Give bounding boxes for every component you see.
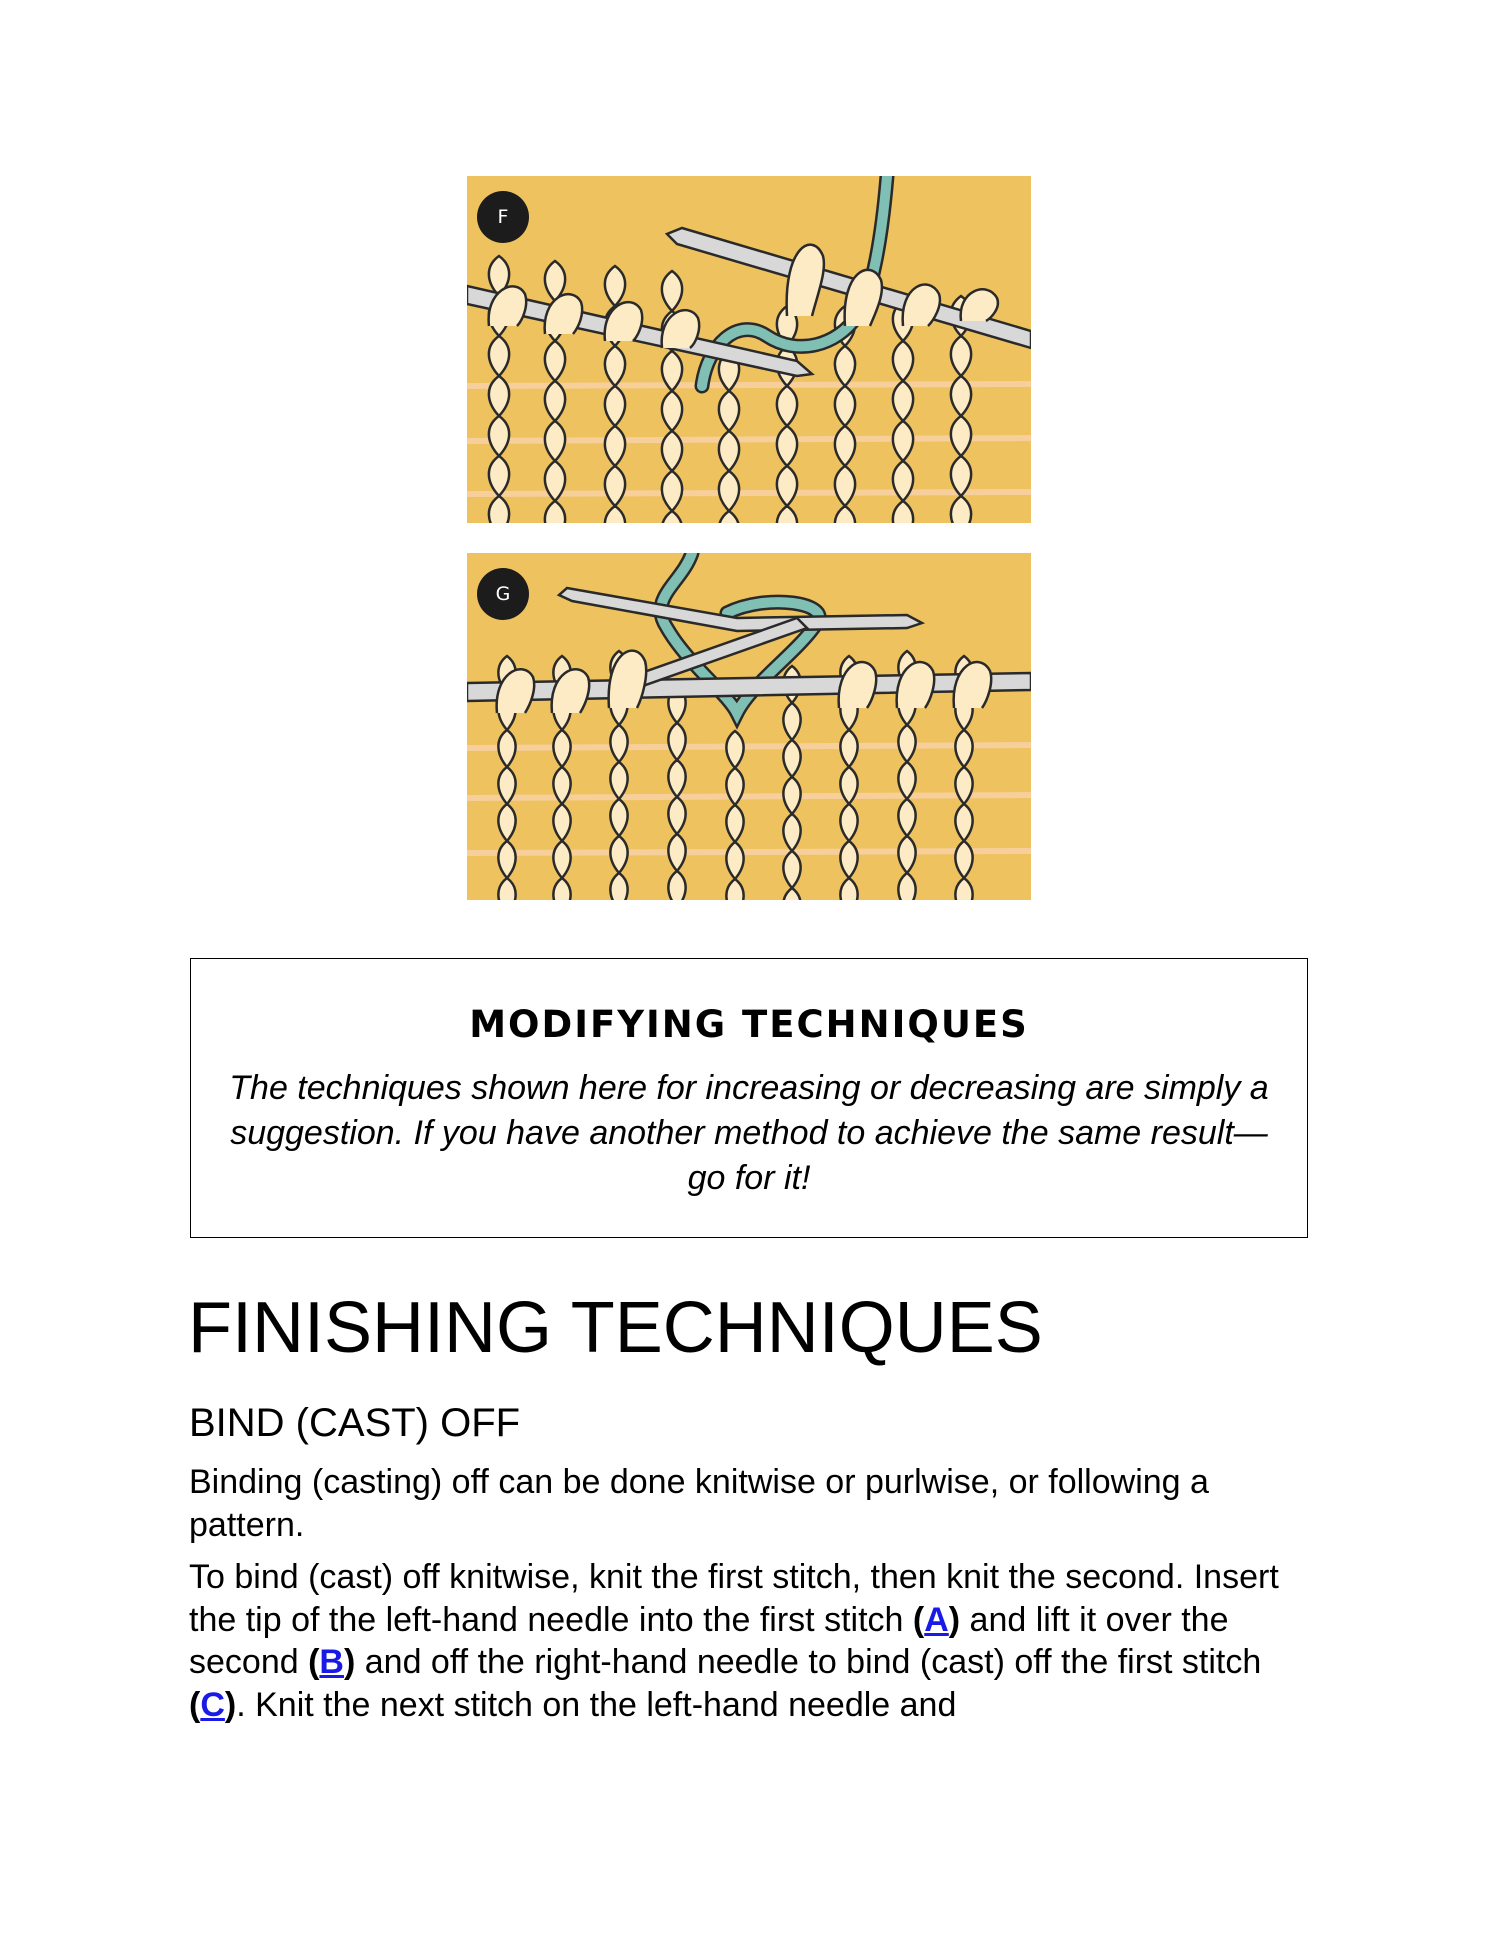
figure-ref-b: (B) — [308, 1643, 356, 1681]
text-run: and off the right-hand needle to bind (cast) off the first stitch — [355, 1643, 1262, 1681]
modifying-techniques-callout — [190, 958, 1308, 1238]
text-run: and lift it over the second — [189, 1600, 1229, 1681]
text-run: . Knit the next stitch on the left-hand needle and — [236, 1685, 957, 1724]
figure-ref-a: (A) — [912, 1600, 961, 1639]
text-run: To bind (cast) off knitwise, knit the first stitch, then knit the second. Insert the tip of the left-hand needle into the first stitch — [189, 1558, 1279, 1639]
subsection-title: BIND (CAST) OFF — [189, 1401, 521, 1445]
callout-body: The techniques shown here for increasing or decreasing are simply a suggestion. If you have another method to achieve the same result—go for it! — [229, 1069, 1269, 1197]
section-title: FINISHING TECHNIQUES — [188, 1288, 1043, 1368]
figure-link-c[interactable]: C — [200, 1685, 225, 1724]
knitting-illustration-f — [467, 176, 1031, 523]
paragraph-instructions — [189, 1556, 1319, 1726]
figure-badge-f: F — [477, 191, 529, 243]
knitting-illustration-g — [467, 553, 1031, 900]
figure-link-a[interactable]: A — [924, 1600, 949, 1639]
figure-badge-g: G — [477, 568, 529, 620]
paragraph-intro: Binding (casting) off can be done knitwise or purlwise, or following a pattern. — [189, 1463, 1209, 1544]
figure-ref-c: (C) — [189, 1685, 237, 1724]
callout-title: MODIFYING TECHNIQUES — [469, 1003, 1029, 1046]
figure-f — [467, 176, 1031, 523]
figure-link-b[interactable]: B — [319, 1643, 344, 1681]
figure-g — [467, 553, 1031, 900]
